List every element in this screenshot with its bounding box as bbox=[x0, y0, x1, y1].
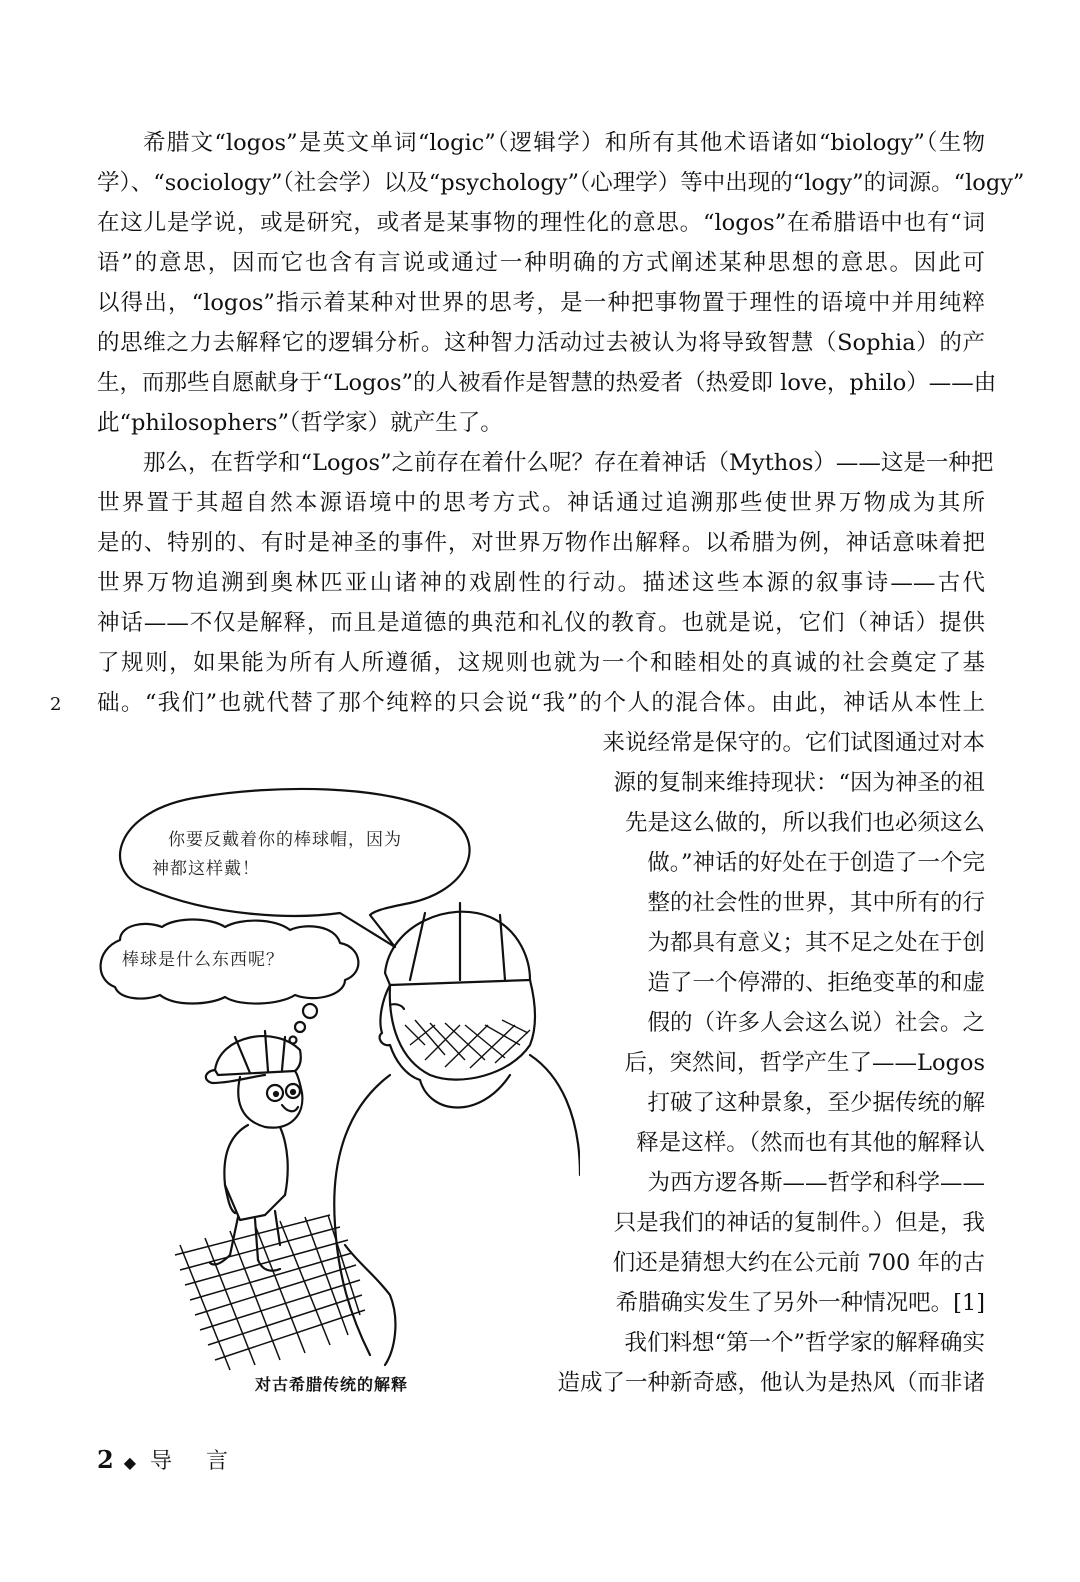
paragraph-1-line: 生，而那些自愿献身于“Logos”的人被看作是智慧的热爱者（热爱即 love，philo）——由 bbox=[97, 370, 997, 396]
paragraph-2-line: 础。“我们”也就代替了那个纯粹的只会说“我”的个人的混合体。由此，神话从本性上 bbox=[97, 690, 985, 716]
paragraph-1-line: 的思维之力去解释它的逻辑分析。这种智力活动过去被认为将导致智慧（Sophia）的产 bbox=[97, 330, 985, 356]
column-line: 打破了这种景象，至少据传统的解 bbox=[647, 1090, 985, 1116]
man-beard bbox=[390, 980, 535, 1080]
paragraph-1-line: 在这儿是学说，或是研究，或者是某事物的理性化的意思。“logos”在希腊语中也有“词 bbox=[97, 210, 985, 236]
footer-title-char: 导 bbox=[150, 1449, 173, 1474]
thought-bubble-text: 棒球是什么东西呢？ bbox=[122, 950, 284, 970]
paragraph-1-line: 此“philosophers”（哲学家）就产生了。 bbox=[97, 410, 503, 436]
column-line: 后，突然间，哲学产生了——Logos bbox=[624, 1050, 985, 1076]
speech-bubble-line: 你要反戴着你的棒球帽，因为 bbox=[168, 830, 402, 850]
column-line: 源的复制来维持现状：“因为神圣的祖 bbox=[613, 770, 985, 796]
margin-page-number: 2 bbox=[50, 694, 62, 715]
page-footer bbox=[97, 1442, 228, 1481]
footer-title-char: 言 bbox=[206, 1449, 229, 1474]
column-line: 先是这么做的，所以我们也必须这么 bbox=[624, 810, 985, 836]
paragraph-2-line: 世界置于其超自然本源语境中的思考方式。神话通过追溯那些使世界万物成为其所 bbox=[97, 490, 985, 516]
man-face bbox=[380, 985, 420, 1080]
paragraph-2-line: 是的、特别的、有时是神圣的事件，对世界万物作出解释。以希腊为例，神话意味着把 bbox=[97, 530, 985, 556]
column-line: 假的（许多人会这么说）社会。之 bbox=[647, 1010, 985, 1036]
figure-caption: 对古希腊传统的解释 bbox=[255, 1375, 409, 1394]
man-cap bbox=[385, 912, 530, 985]
column-line: 我们料想“第一个”哲学家的解释确实 bbox=[624, 1330, 985, 1356]
footer-page-number: 2 bbox=[97, 1445, 114, 1474]
diamond-icon: ◆ bbox=[123, 1453, 137, 1472]
column-line: 做。”神话的好处在于创造了一个完 bbox=[647, 850, 985, 876]
column-line: 为都具有意义；其不足之处在于创 bbox=[647, 930, 985, 956]
shaded-beard bbox=[405, 1020, 530, 1068]
paragraph-1-line: 学）、“sociology”（社会学）以及“psychology”（心理学）等中出现的“logy”的词源。“logy” bbox=[97, 170, 1025, 196]
column-line: 整的社会性的世界，其中所有的行 bbox=[647, 890, 985, 916]
man-body bbox=[334, 1055, 580, 1355]
child-body bbox=[224, 1125, 287, 1213]
paragraph-1-line: 希腊文“logos”是英文单词“logic”（逻辑学）和所有其他术语诸如“biology”（生物 bbox=[143, 130, 985, 156]
paragraph-2-line: 那么，在哲学和“Logos”之前存在着什么呢？存在着神话（Mythos）——这是一种把 bbox=[143, 450, 994, 476]
column-line: 来说经常是保守的。它们试图通过对本 bbox=[602, 730, 985, 756]
column-line: 希腊确实发生了另外一种情况吧。[1] bbox=[615, 1290, 985, 1316]
paragraph-2-line: 了规则，如果能为所有人所遵循，这规则也就为一个和睦相处的真诚的社会奠定了基 bbox=[97, 650, 985, 676]
paragraph-1-line: 以得出，“logos”指示着某种对世界的思考，是一种把事物置于理性的语境中并用纯粹 bbox=[97, 290, 985, 316]
column-line: 造了一个停滞的、拒绝变革的和虚 bbox=[647, 970, 985, 996]
child-cap bbox=[215, 1036, 301, 1075]
column-line: 只是我们的神话的复制件。）但是，我 bbox=[613, 1210, 985, 1236]
paragraph-1-line: 语”的意思，因而它也含有言说或通过一种明确的方式阐述某种思想的意思。因此可 bbox=[97, 250, 985, 276]
speech-bubble-line: 神都这样戴！ bbox=[152, 859, 260, 879]
column-line: 造成了一种新奇感，他认为是热风（而非诸 bbox=[557, 1370, 985, 1396]
column-line: 们还是猜想大约在公元前 700 年的古 bbox=[612, 1250, 985, 1276]
column-line: 释是这样。（然而也有其他的解释认 bbox=[636, 1130, 985, 1156]
column-line: 为西方逻各斯——哲学和科学—— bbox=[647, 1170, 985, 1196]
paragraph-2-line: 神话——不仅是解释，而且是道德的典范和礼仪的教育。也就是说，它们（神话）提供 bbox=[97, 610, 985, 636]
paragraph-2-line: 世界万物追溯到奥林匹亚山诸神的戏剧性的行动。描述这些本源的叙事诗——古代 bbox=[97, 570, 985, 596]
cartoon-illustration bbox=[90, 775, 580, 1375]
